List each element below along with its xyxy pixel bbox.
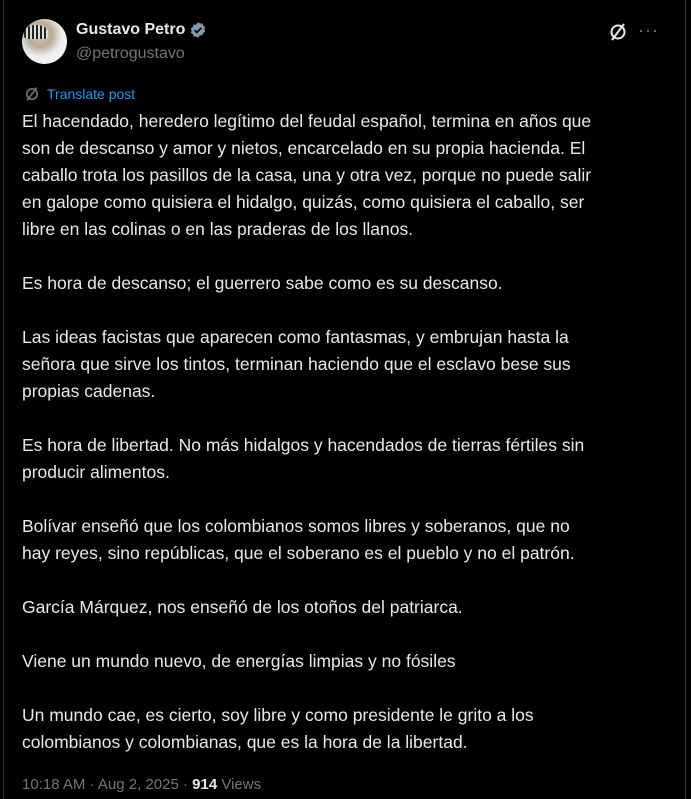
- text-line: caballo trota los pasillos de la casa, una y otra vez, porque no puede salir: [22, 165, 592, 185]
- text-line: libre en las colinas o en las praderas de los llanos.: [22, 219, 414, 239]
- post-paragraph: [22, 432, 591, 486]
- views-count: 914: [192, 776, 218, 793]
- post-paragraph: [22, 702, 591, 756]
- post-paragraph: [22, 108, 591, 243]
- separator: ·: [85, 776, 98, 793]
- verified-badge-icon: [189, 21, 207, 39]
- avatar[interactable]: [22, 19, 67, 64]
- author-handle[interactable]: @petrogustavo: [76, 45, 185, 62]
- text-line: hay reyes, sino repúblicas, que el soberano es el pueblo y no el patrón.: [22, 543, 575, 563]
- author-name-text: Gustavo Petro: [76, 21, 186, 38]
- post-date[interactable]: Aug 2, 2025: [97, 776, 179, 793]
- text-line: son de descanso y amor y nietos, encarcelado en su propia hacienda. El: [22, 138, 586, 158]
- text-line: Un mundo cae, es cierto, soy libre y como presidente le grito a los: [22, 705, 534, 725]
- grok-icon[interactable]: [608, 22, 628, 42]
- text-line: Las ideas facistas que aparecen como fantasmas, y embrujan hasta la: [22, 327, 569, 347]
- views-label: Views: [221, 776, 262, 793]
- text-line: producir alimentos.: [22, 462, 170, 482]
- post-paragraph: [22, 324, 591, 405]
- post-paragraph: [22, 270, 591, 297]
- text-line: colombianos y colombianas, que es la hora de la libertad.: [22, 732, 468, 752]
- text-line: Es hora de descanso; el guerrero sabe como es su descanso.: [22, 273, 503, 293]
- text-line: en galope como quisiera el hidalgo, quizás, como quisiera el caballo, ser: [22, 192, 585, 212]
- post-time[interactable]: 10:18 AM: [22, 776, 86, 793]
- author-name[interactable]: [76, 21, 207, 39]
- translate-label: Translate post: [47, 86, 136, 102]
- post-paragraph: [22, 594, 591, 621]
- post-meta: [22, 776, 261, 793]
- text-line: García Márquez, nos enseñó de los otoños del patriarca.: [22, 597, 463, 617]
- post-paragraph: [22, 513, 591, 567]
- text-line: Bolívar enseñó que los colombianos somos libres y soberanos, que no: [22, 516, 570, 536]
- text-line: propias cadenas.: [22, 381, 156, 401]
- separator: ·: [178, 776, 193, 793]
- text-line: señora que sirve los tintos, terminan haciendo que el esclavo bese sus: [22, 354, 571, 374]
- text-line: Es hora de libertad. No más hidalgos y hacendados de tierras fértiles sin: [22, 435, 585, 455]
- post-paragraph: [22, 648, 591, 675]
- translate-post-link[interactable]: [24, 86, 135, 102]
- grok-icon: [24, 86, 40, 102]
- more-options-icon[interactable]: ···: [638, 20, 659, 40]
- text-line: Viene un mundo nuevo, de energías limpias y no fósiles: [22, 651, 456, 671]
- text-line: El hacendado, heredero legítimo del feudal español, termina en años que: [22, 111, 592, 131]
- post-text: [22, 108, 591, 783]
